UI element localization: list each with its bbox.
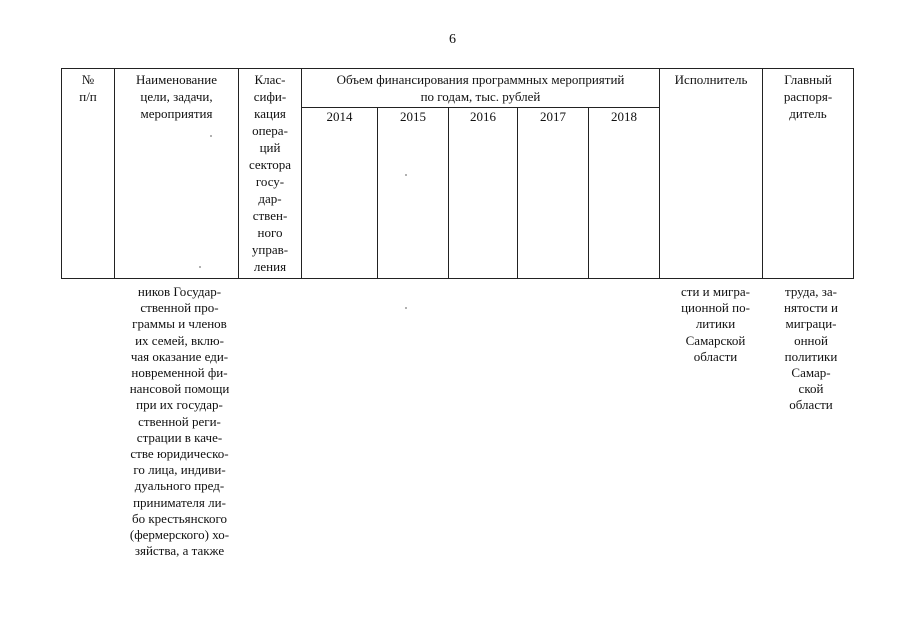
col-chief-header: Главный распоря- дитель bbox=[763, 69, 854, 279]
scan-speck bbox=[405, 307, 407, 309]
col-funding-header: Объем финансирования программных мероприятий по годам, тыс. рублей bbox=[302, 69, 660, 108]
col-executor-header: Исполнитель bbox=[660, 69, 763, 279]
col-classification-header: Клас- сифи- кация опера- ций сектора госу- дар- ствен- ного управ- ления bbox=[239, 69, 302, 279]
year-2016-header: 2016 bbox=[449, 108, 518, 279]
continuation-executor-text: сти и мигра- ционной по- литики Самарской области bbox=[681, 284, 750, 364]
continuation-name-text: ников Государ- ственной про- граммы и членов их семей, вклю- чая оказание еди- новременной фи- нансовой помощи при их государ- ственной реги- страции в каче- стве юридическо- го лица, индиви- дуального пред- принимателя ли- бо крестьянского (фермерского) хо- зяйства, а также bbox=[129, 284, 230, 559]
scan-speck bbox=[405, 174, 407, 176]
col-name-header: Наименование цели, задачи, мероприятия bbox=[115, 69, 239, 279]
year-2015-header: 2015 bbox=[378, 108, 449, 279]
page-number: 6 bbox=[449, 32, 456, 47]
year-2014-header: 2014 bbox=[302, 108, 378, 279]
year-2017-header: 2017 bbox=[518, 108, 589, 279]
scan-speck bbox=[199, 266, 201, 268]
scan-speck bbox=[210, 135, 212, 137]
col-number-header: № п/п bbox=[62, 69, 115, 279]
continuation-chief-text: труда, за- нятости и миграци- онной политики Самар- ской области bbox=[784, 284, 838, 413]
year-2018-header: 2018 bbox=[589, 108, 660, 279]
header-table bbox=[61, 68, 854, 279]
